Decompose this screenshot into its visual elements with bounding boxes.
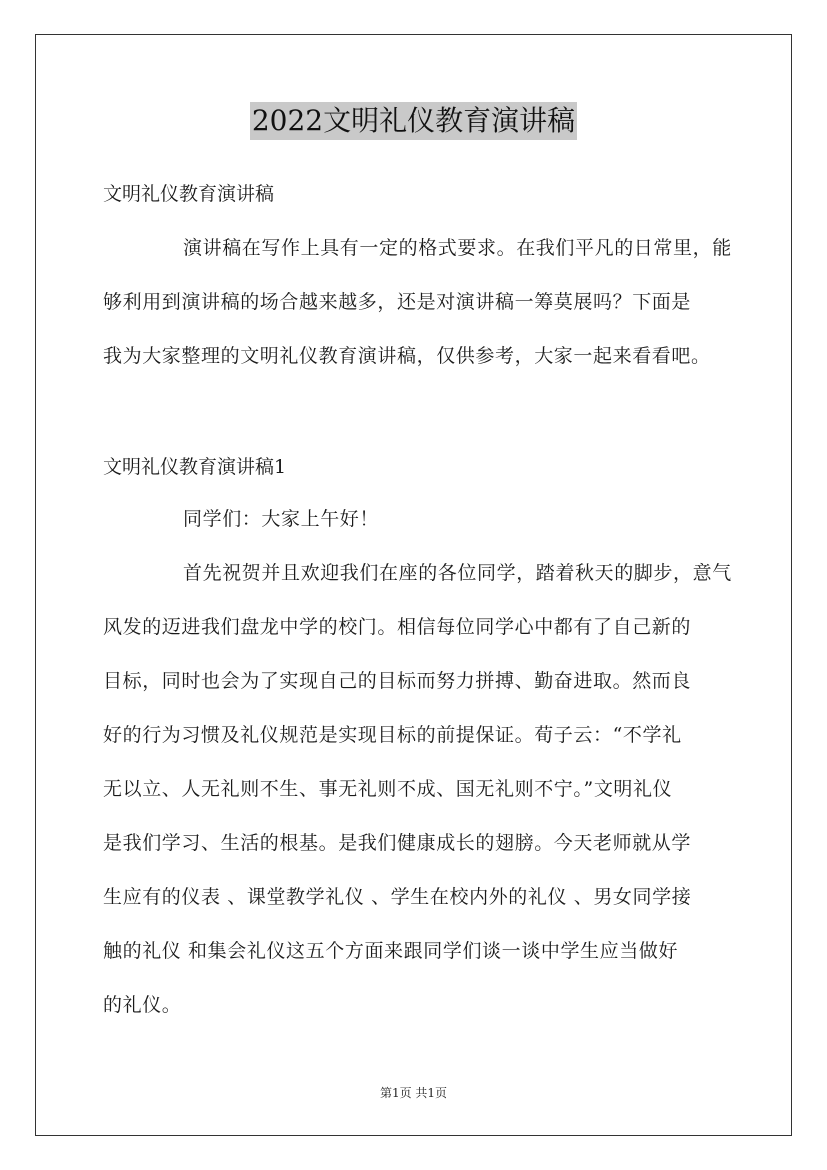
section-heading: 文明礼仪教育演讲稿1 <box>103 456 287 478</box>
body-line: 无以立、人无礼则不生、事无礼则不成、国无礼则不宁。”文明礼仪 <box>103 778 673 800</box>
body-line: 风发的迈进我们盘龙中学的校门。相信每位同学心中都有了自己新的 <box>103 616 692 638</box>
document-title: 2022文明礼仪教育演讲稿 <box>250 102 577 140</box>
document-subtitle: 文明礼仪教育演讲稿 <box>103 183 275 205</box>
body-line: 好的行为习惯及礼仪规范是实现目标的前提保证。荀子云：“不学礼 <box>103 724 682 746</box>
greeting-paragraph <box>103 492 743 546</box>
body-line: 目标，同时也会为了实现自己的目标而努力拼搏、勤奋进取。然而良 <box>103 670 692 692</box>
page-footer: 第1页 共1页 <box>379 1086 448 1100</box>
body-line: 首先祝贺并且欢迎我们在座的各位同学，踏着秋天的脚步，意气 <box>183 562 732 584</box>
document-title-container <box>0 102 827 140</box>
body-paragraph <box>103 546 743 1032</box>
intro-line: 我为大家整理的文明礼仪教育演讲稿，仅供参考，大家一起来看看吧。 <box>103 345 711 367</box>
body-line: 生应有的仪表 、课堂教学礼仪 、学生在校内外的礼仪 、男女同学接 <box>103 886 692 908</box>
intro-line: 演讲稿在写作上具有一定的格式要求。在我们平凡的日常里，能 <box>183 237 732 259</box>
body-line: 的礼仪。 <box>103 994 182 1016</box>
body-line: 触的礼仪 和集会礼仪这五个方面来跟同学们谈一谈中学生应当做好 <box>103 940 679 962</box>
intro-paragraph <box>103 221 743 383</box>
body-line: 是我们学习、生活的根基。是我们健康成长的翅膀。今天老师就从学 <box>103 832 692 854</box>
intro-line: 够利用到演讲稿的场合越来越多，还是对演讲稿一筹莫展吗？下面是 <box>103 291 692 313</box>
greeting-line: 同学们：大家上午好！ <box>183 508 380 530</box>
